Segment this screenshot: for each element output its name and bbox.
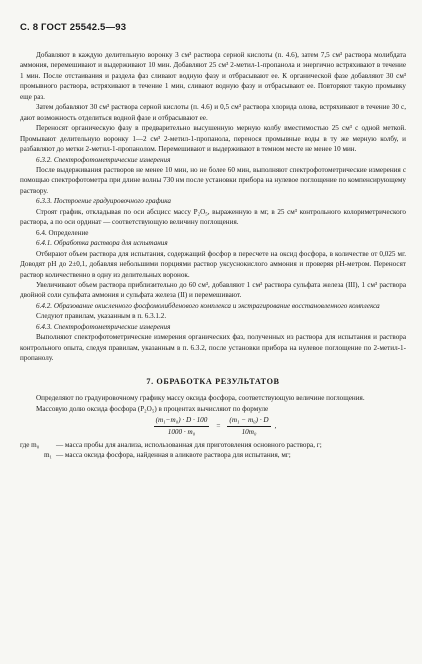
variable-definition (20, 440, 406, 450)
paragraph: Следуют правилам, указанным в п. 6.3.1.2. (36, 312, 167, 321)
fraction-left (154, 416, 210, 437)
subsection-heading: 6.4.1. Обработка раствора для испытания (36, 239, 168, 248)
numerator: (m₁−m₀) · D · 100 (154, 416, 210, 427)
section-title: 7. ОБРАБОТКА РЕЗУЛЬТАТОВ (146, 376, 280, 386)
paragraph: Строят график, откладывая по оси абсцисс массу P₂O₅, выраженную в мг, в 25 см³ контрольного колориметрического раствора, а по оси ординат — соответствующую величину поглощения. (20, 207, 406, 227)
paragraph: Выполняют спектрофотометрические измерения органических фаз, полученных из раствора для испытания и раствора контрольного опыта, следуя правилам, указанным в п. 6.3.2, после установки прибора на нулевое поглощение по 2-метил-1-пропанолу. (20, 333, 406, 363)
paragraph: Затем добавляют 30 см³ раствора серной кислоты (п. 4.6) и 0,5 см³ раствора хлорида олова, встряхивают в течение 30 с, дают возможность отделиться водной фазе и отбрасывают ее. (20, 103, 406, 122)
variable-label: m₁ (43, 451, 52, 460)
paragraph: Отбирают объем раствора для испытания, содержащий фосфор в пересчете на оксид фосфора, в количестве от 0,025 мг. Доводят pH до 2±0,1, добавляя небольшими порциями раствор уксуснокислого аммония и проверяя pH-метром. Переносят раствор количественно в одну из делительных воронок. (20, 249, 406, 279)
variable-definition (20, 450, 406, 460)
variable-label: где m₀ (20, 440, 40, 449)
equals-sign: = (216, 421, 221, 430)
paragraph: Массовую долю оксида фосфора (P₂O₅) в процентах вычисляют по формуле (36, 404, 269, 413)
formula (20, 416, 406, 437)
variable-text: — масса пробы для анализа, использованная для приготовления основного раствора, г; (56, 440, 322, 449)
paragraph: После выдерживания растворов не менее 10 мин, но не более 60 мин, выполняют спектрофотометрические измерения с помощью спектрофотометра при длине волны 730 нм после установки прибора на нулевое поглощение по компенсирующему раствору. (20, 165, 406, 195)
paragraph: Переносят органическую фазу в предварительно высушенную мерную колбу вместимостью 25 см³ с одной меткой. Промывают делительную воронку 1—2 см³ 2-метил-1-пропанола, перенося промывные воды в ту же мерную колбу, и разбавляют до метки 2-метил-1-пропанолом. Перемешивают и выдерживают в темном месте не менее 10 мин. (20, 124, 406, 154)
subsection-heading: 6.3.3. Построение градуировочного графика (36, 197, 171, 206)
denominator: 1000 · m₀ (167, 427, 196, 436)
subsection-heading: 6.4.2. Образование окисленного фосфомолибденового комплекса и экстрагирование восстановленного комплекса (36, 301, 380, 310)
page-header: С. 8 ГОСТ 25542.5—93 (20, 22, 127, 33)
paragraph: Добавляют в каждую делительную воронку 3 см³ раствора серной кислоты (п. 4.6), затем 7,5 см³ раствора молибдата аммония, перемешивают и выдерживают 10 мин. Добавляют 25 см³ 2-метил-1-пропанола и энергично встряхивают в течение 1 мин. После отстаивания и раздела фаз сливают водную фазу и отбрасывают ее. К органической фазе добавляют 30 см³ промывного раствора, встряхивают в течение 1 мин, сливают водную фазу и отбрасывают ее. Повторяют такую промывку еще раз. (20, 51, 406, 101)
document-body (20, 50, 406, 461)
subsection-heading: 6.4.3. Спектрофотометрические измерения (36, 322, 171, 331)
subsection-heading: 6.3.2. Спектрофотометрические измерения (36, 155, 171, 164)
denominator: 10m₀ (241, 427, 257, 436)
paragraph: Определяют по градуировочному графику массу оксида фосфора, соответствующую величине поглощения. (36, 394, 365, 403)
formula-tail: , (274, 421, 277, 430)
variable-text: — масса оксида фосфора, найденная в аликвоте раствора для испытания, мг; (56, 451, 291, 460)
section-heading: 6.4. Определение (36, 228, 89, 237)
fraction-right (227, 416, 270, 437)
paragraph: Увеличивают объем раствора приблизительно до 60 см³, добавляют 1 см³ раствора сульфата железа (III), 1 см³ раствора двойной соли сульфата аммония и сульфата железа (II) и перемешивают. (20, 280, 406, 300)
numerator: (m₁ − m₀) · D (227, 416, 270, 427)
